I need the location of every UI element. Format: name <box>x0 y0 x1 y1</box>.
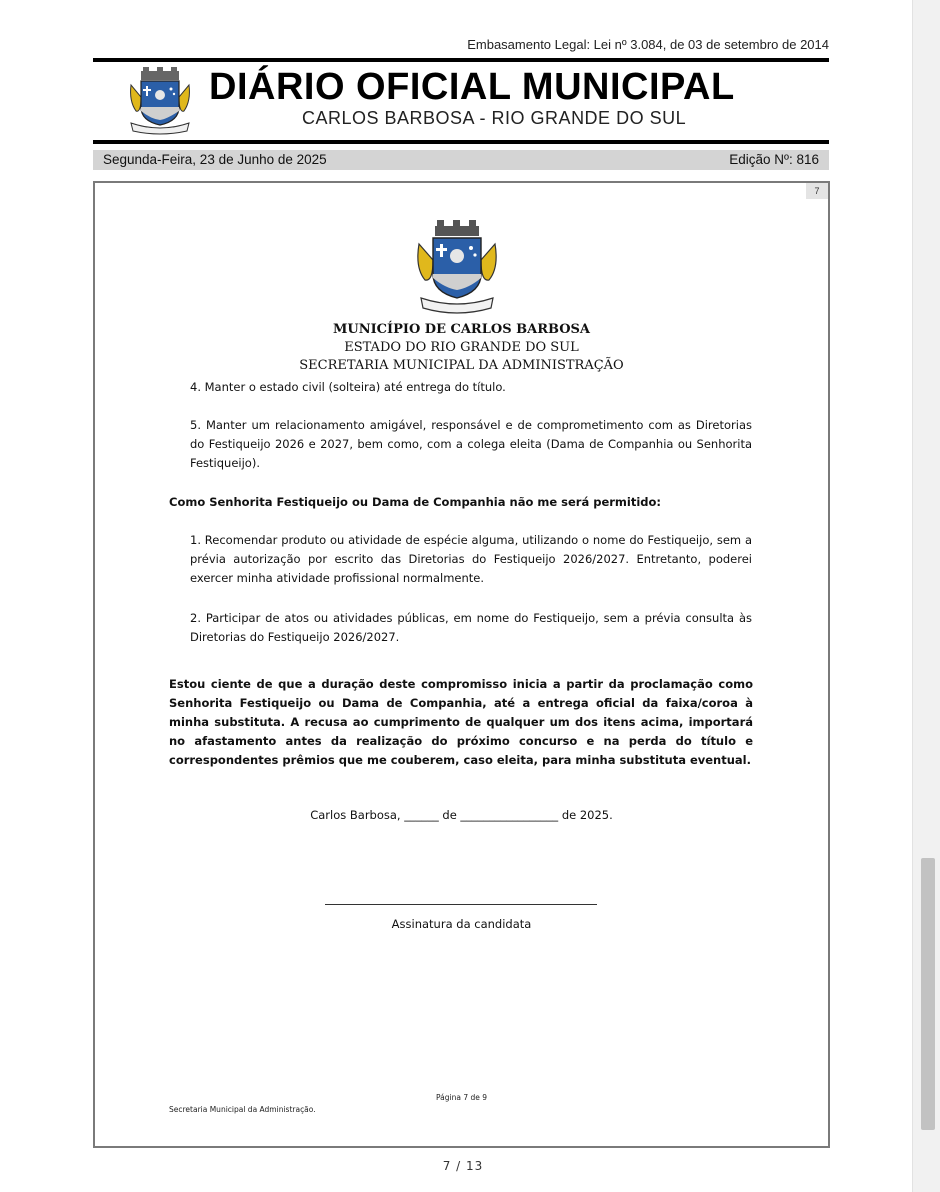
signature-line <box>325 904 597 905</box>
place-date-line: Carlos Barbosa, ______ de _________________ de 2025. <box>310 808 613 822</box>
header-rule-top <box>93 58 829 62</box>
header-rule-bottom <box>93 140 829 144</box>
gazette-subtitle: CARLOS BARBOSA - RIO GRANDE DO SUL <box>302 108 687 128</box>
org-name: MUNICÍPIO DE CARLOS BARBOSA <box>332 322 591 337</box>
page-badge: 7 <box>806 183 828 199</box>
page-footer-number: Página 7 de 9 <box>435 1093 488 1102</box>
prohibited-item-2: 2. Participar de atos ou atividades públicas, em nome do Festiqueijo, sem a prévia consulta às Diretorias do Festiqueijo 2026/2027. <box>190 611 752 644</box>
issue-date: Segunda-Feira, 23 de Junho de 2025 <box>103 152 327 167</box>
org-state: ESTADO DO RIO GRANDE DO SUL <box>344 340 579 355</box>
scrollbar-thumb[interactable] <box>921 858 935 1130</box>
municipal-crest-logo <box>127 67 193 135</box>
date-edition-bar <box>93 150 829 170</box>
gazette-title: DIÁRIO OFICIAL MUNICIPAL <box>209 66 735 108</box>
prohibited-item-1: 1. Recomendar produto ou atividade de espécie alguma, utilizando o nome do Festiqueijo, sem a prévia autorização por escrito das Diretorias do Festiqueijo 2026/2027. Entretanto, poderei exercer minha atividade profissional normalmente. <box>190 533 752 585</box>
commitment-statement: Estou ciente de que a duração deste compromisso inicia a partir da proclamação como Senhorita Festiqueijo ou Dama de Companhia, até a entrega oficial da faixa/coroa à minha substituta. A recusa ao cumprimento de qualquer um dos itens acima, importará no afastamento antes da realização do próximo concurso e na perda do título e correspondentes prêmios que me couberem, caso eleita, para minha substituta eventual. <box>169 677 753 767</box>
legal-basis: Embasamento Legal: Lei nº 3.084, de 03 de setembro de 2014 <box>467 37 829 52</box>
viewer-page-indicator: 7 / 13 <box>442 1159 484 1173</box>
edition-number: Edição Nº: 816 <box>729 152 819 167</box>
page-footer-secretariat: Secretaria Municipal da Administração. <box>169 1105 316 1114</box>
item-4: 4. Manter o estado civil (solteira) até entrega do título. <box>190 380 506 394</box>
org-secretariat: SECRETARIA MUNICIPAL DA ADMINISTRAÇÃO <box>299 358 624 373</box>
document-page <box>93 181 830 1148</box>
prohibited-heading: Como Senhorita Festiqueijo ou Dama de Companhia não me será permitido: <box>169 495 662 509</box>
vertical-scrollbar[interactable] <box>912 0 940 1192</box>
signature-label: Assinatura da candidata <box>391 917 532 931</box>
item-5: 5. Manter um relacionamento amigável, responsável e de comprometimento com as Diretorias do Festiqueijo 2026 e 2027, bem como, com a colega eleita (Dama de Companhia ou Senhorita Festiqueijo). <box>190 418 752 470</box>
municipal-crest-logo-large <box>413 218 501 314</box>
